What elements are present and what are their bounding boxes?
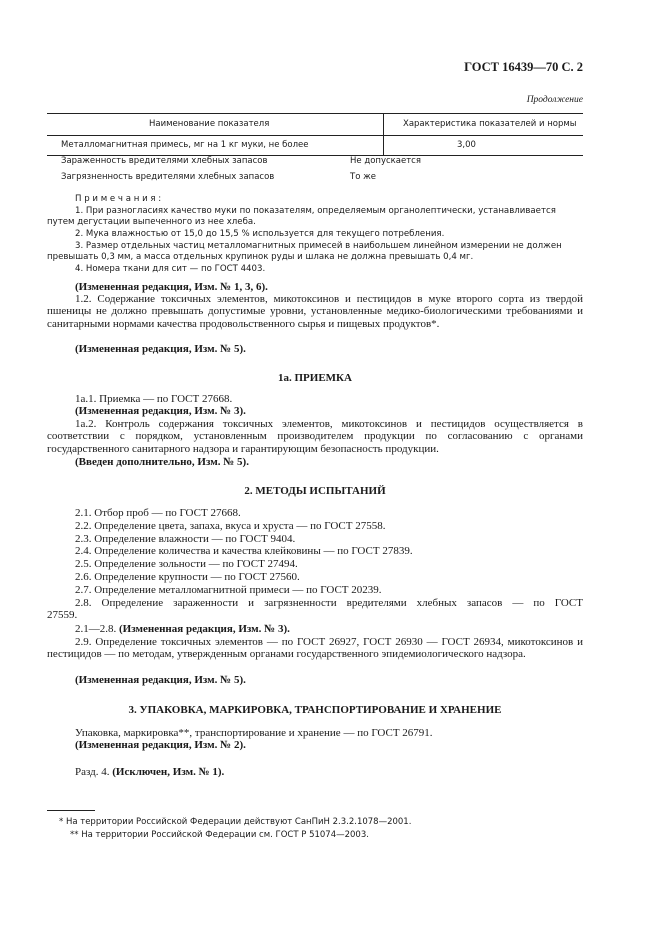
- notes-title: П р и м е ч а н и я :: [75, 194, 162, 204]
- note-3b: превышать 0,3 мм, а масса отдельных крупинок руды и шлака не должна превышать 0,4 мг.: [47, 252, 474, 262]
- edition-note: (Измененная редакция, Изм. № 5).: [75, 343, 246, 355]
- section-title-methods: 2. МЕТОДЫ ИСПЫТАНИЙ: [244, 485, 386, 497]
- method-item: 2.5. Определение зольности — по ГОСТ 27494.: [75, 558, 298, 570]
- section-title-packaging: 3. УПАКОВКА, МАРКИРОВКА, ТРАНСПОРТИРОВАНИЕ И ХРАНЕНИЕ: [128, 704, 502, 716]
- table-row-value: Не допускается: [350, 156, 421, 166]
- continuation-label: Продолжение: [526, 95, 583, 105]
- paragraph-2-9: 2.9. Определение токсичных элементов — по ГОСТ 26927, ГОСТ 26930 — ГОСТ 26934, микотоксинов и пестицидов — по методам, утвержденным органами государственного эпидемиологического надзора.: [47, 636, 583, 661]
- edition-note-range: [47, 623, 583, 635]
- footnote-2: ** На территории Российской Федерации см. ГОСТ Р 51074—2003.: [70, 830, 369, 840]
- edition-note: (Измененная редакция, Изм. № 2).: [75, 739, 246, 751]
- paragraph-1a-2: 1а.2. Контроль содержания токсичных элементов, микотоксинов и пестицидов осуществляется в соответствии с порядком, установленным производителем продукции по согласованию с органами государственного санитарного надзора и гарантирующим безопасность продукции.: [47, 418, 583, 455]
- section-4-note: [47, 766, 583, 778]
- footnote-divider: [47, 810, 95, 811]
- table-header-indicator: Наименование показателя: [149, 119, 270, 129]
- section-4-edition: (Исключен, Изм. № 1).: [112, 766, 225, 778]
- table-row-name: Загрязненность вредителями хлебных запасов: [61, 172, 275, 182]
- table-header-norms: Характеристика показателей и нормы: [403, 119, 577, 129]
- edition-note: (Измененная редакция, Изм. № 3).: [75, 405, 246, 417]
- note-4: 4. Номера ткани для сит — по ГОСТ 4403.: [75, 264, 266, 274]
- method-item: 2.6. Определение крупности — по ГОСТ 27560.: [75, 571, 300, 583]
- note-2: 2. Мука влажностью от 15,0 до 15,5 % используется для текущего потребления.: [75, 229, 445, 239]
- section-title-acceptance: 1а. ПРИЕМКА: [278, 372, 352, 384]
- paragraph-1-2: 1.2. Содержание токсичных элементов, микотоксинов и пестицидов в муке второго сорта из твердой пшеницы не должно превышать допустимые уровни, установленные медико-биологическими требованиями и санитарными нормами качества продовольственного сырья и пищевых продуктов*.: [47, 293, 583, 330]
- method-item: 2.8. Определение зараженности и загрязненности вредителями хлебных запасов — по ГОСТ 27559.: [47, 597, 583, 622]
- method-item: 2.1. Отбор проб — по ГОСТ 27668.: [75, 507, 241, 519]
- table-row-value: То же: [350, 172, 376, 182]
- method-item: 2.2. Определение цвета, запаха, вкуса и хруста — по ГОСТ 27558.: [75, 520, 386, 532]
- range-edition: (Измененная редакция, Изм. № 3).: [119, 623, 290, 635]
- edition-note: (Измененная редакция, Изм. № 1, 3, 6).: [75, 281, 268, 293]
- table-row-name: Зараженность вредителями хлебных запасов: [61, 156, 268, 166]
- table-row-value: 3,00: [457, 140, 476, 150]
- edition-note: (Измененная редакция, Изм. № 5).: [75, 674, 246, 686]
- range-number: 2.1—2.8.: [75, 623, 117, 635]
- edition-note: (Введен дополнительно, Изм. № 5).: [75, 456, 249, 468]
- paragraph-1a-1: 1а.1. Приемка — по ГОСТ 27668.: [75, 393, 233, 405]
- method-item: 2.3. Определение влажности — по ГОСТ 9404.: [75, 533, 296, 545]
- section-4-number: Разд. 4.: [75, 766, 110, 778]
- page-header: ГОСТ 16439—70 С. 2: [464, 60, 583, 74]
- table-row-name: Металломагнитная примесь, мг на 1 кг муки, не более: [61, 140, 309, 150]
- note-1a: 1. При разногласиях качество муки по показателям, определяемым органолептически, устанавливается: [75, 206, 556, 216]
- note-1b: путем дегустации выпеченного из нее хлеба.: [47, 217, 256, 227]
- method-item: 2.4. Определение количества и качества клейковины — по ГОСТ 27839.: [75, 545, 413, 557]
- note-3a: 3. Размер отдельных частиц металломагнитных примесей в наибольшем линейном измерении не должен: [75, 241, 562, 251]
- paragraph-packaging: Упаковка, маркировка**, транспортирование и хранение — по ГОСТ 26791.: [75, 727, 433, 739]
- footnote-1: * На территории Российской Федерации действуют СанПиН 2.3.2.1078—2001.: [59, 817, 412, 827]
- method-item: 2.7. Определение металломагнитной примеси — по ГОСТ 20239.: [75, 584, 382, 596]
